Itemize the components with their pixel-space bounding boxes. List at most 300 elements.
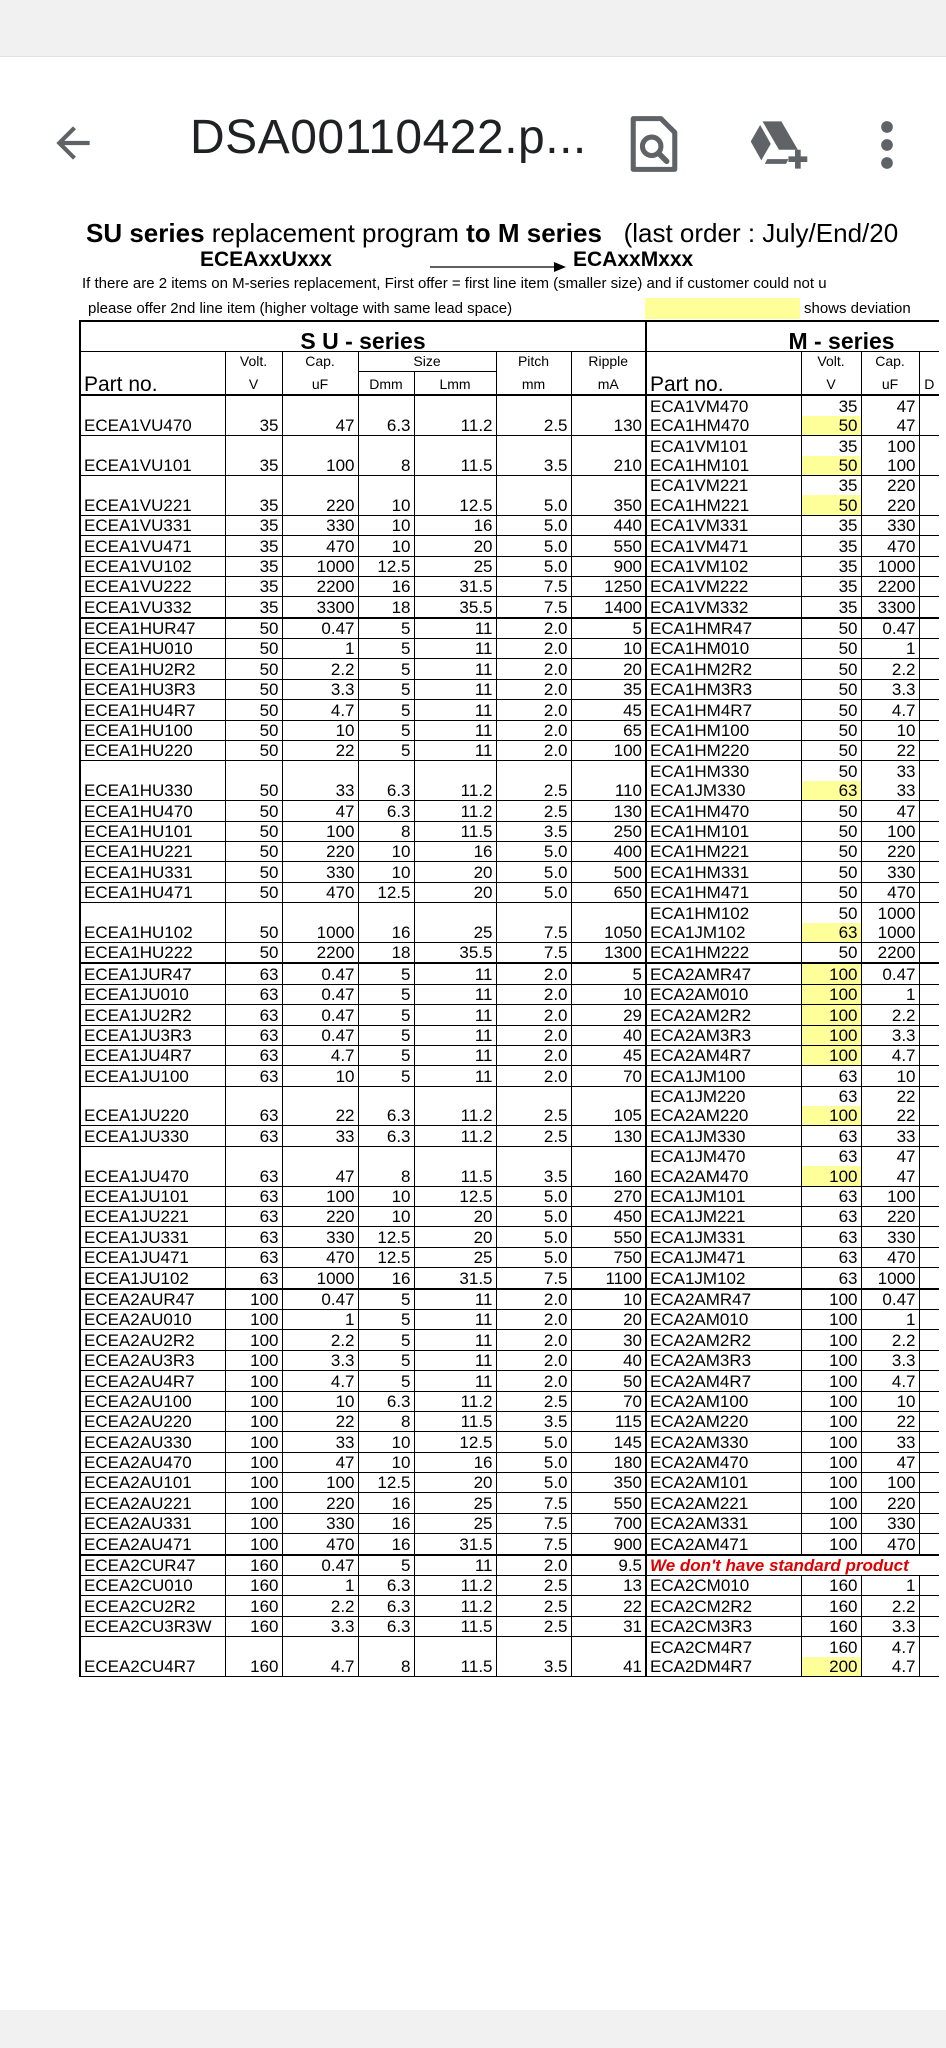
su-dmm: 10 [358,536,414,556]
m-extra-cell [919,700,939,720]
su-ripple: 13 [571,1576,646,1596]
m-volt: 35 [801,576,861,596]
m-extra-cell [919,761,939,781]
su-lmm: 11 [414,659,496,679]
su-lmm: 11 [414,639,496,659]
su-dmm: 12.5 [358,1227,414,1247]
table-row [80,984,939,1004]
m-part-no: ECA2AM331 [646,1513,801,1533]
table-row [80,1473,939,1493]
m-extra-cell [919,942,939,963]
heading-mid: replacement program [204,218,467,248]
m-cap: 47 [861,395,919,415]
su-lmm: 11 [414,984,496,1004]
m-volt: 50 [801,679,861,699]
deviation-legend-swatch [645,298,800,319]
m-cap: 330 [861,1513,919,1533]
m-extra-cell [919,1493,939,1513]
su-volt: 35 [225,436,282,476]
su-volt: 50 [225,862,282,882]
su-pitch: 3.5 [496,821,571,841]
m-part-no: ECA2AMR47 [646,963,801,984]
more-vert-icon[interactable] [872,118,902,172]
m-cap: 100 [861,1473,919,1493]
m-extra-cell [919,1186,939,1206]
table-row [80,1146,939,1166]
su-pitch: 5.0 [496,536,571,556]
table-row [80,1025,939,1045]
document-page [0,218,946,2010]
su-dmm: 10 [358,1186,414,1206]
su-dmm: 10 [358,1432,414,1452]
m-cap: 10 [861,1391,919,1411]
su-cap: 33 [282,761,358,801]
m-part-no: ECA1HM330 [650,761,750,781]
m-extra-cell [919,1066,939,1086]
m-volt: 100 [801,1045,861,1065]
su-volt: 50 [225,700,282,720]
su-dmm: 5 [358,984,414,1004]
su-dmm: 10 [358,841,414,861]
m-part-no: ECA2AM470 [646,1452,801,1472]
m-part-no: ECA1HM331 [646,862,801,882]
su-pitch: 2.5 [496,1086,571,1126]
m-extra-cell [919,1473,939,1493]
su-pitch: 3.5 [496,1411,571,1431]
m-cap: 47 [861,1146,919,1166]
m-cap: 470 [861,1247,919,1267]
su-cap: 470 [282,882,358,902]
m-volt: 200 [801,1657,861,1677]
su-series-title: S U - series [80,321,646,351]
su-volt: 160 [225,1596,282,1616]
m-extra-cell [919,1534,939,1555]
su-pitch: 5.0 [496,1473,571,1493]
m-extra-cell [919,984,939,1004]
table-row [80,1576,939,1596]
su-volt: 50 [225,720,282,740]
table-body [80,395,939,1676]
table-row [80,1432,939,1452]
su-cap: 47 [282,801,358,821]
su-dmm: 12.5 [358,556,414,576]
m-volt: 100 [801,1309,861,1329]
su-dmm: 18 [358,942,414,963]
m-cap: 1000 [861,556,919,576]
su-volt: 63 [225,1227,282,1247]
m-extra-cell [919,1391,939,1411]
su-lmm: 25 [414,1493,496,1513]
su-volt: 100 [225,1432,282,1452]
su-dmm: 6.3 [358,1126,414,1146]
m-part-no: ECA2AM4R7 [646,1045,801,1065]
su-lmm: 31.5 [414,1534,496,1555]
su-part-no: ECEA1HU470 [80,801,225,821]
m-part-no: ECA1JM220 [650,1087,746,1107]
su-part-no: ECEA1JU331 [80,1227,225,1247]
su-pitch: 5.0 [496,475,571,515]
su-pitch: 2.0 [496,1066,571,1086]
m-extra-cell [919,576,939,596]
table-row [80,741,939,761]
m-cap: 22 [861,1086,919,1106]
su-ripple: 650 [571,882,646,902]
m-extra-cell [919,801,939,821]
m-volt: 35 [801,395,861,415]
su-part-no: ECEA1JU470 [80,1146,225,1186]
table-row [80,618,939,639]
table-row [80,1555,939,1576]
su-dmm: 16 [358,1534,414,1555]
su-dmm: 16 [358,1513,414,1533]
m-cap: 220 [861,1493,919,1513]
su-pitch: 2.5 [496,1391,571,1411]
su-part-no: ECEA2CU3R3W [80,1616,225,1636]
su-lmm: 11 [414,1066,496,1086]
su-ripple: 30 [571,1330,646,1350]
m-cap: 1000 [861,903,919,923]
su-lmm: 25 [414,556,496,576]
su-pitch: 2.0 [496,700,571,720]
su-pitch: 7.5 [496,1534,571,1555]
m-part-no: ECA2AM4R7 [646,1371,801,1391]
su-ripple: 115 [571,1411,646,1431]
su-ripple: 440 [571,515,646,535]
m-part-no: ECA1HM4R7 [646,700,801,720]
m-cap: 470 [861,1534,919,1555]
m-extra-cell [919,456,939,476]
su-part-no: ECEA1JU2R2 [80,1005,225,1025]
su-cap: 100 [282,436,358,476]
m-cap: 2.2 [861,659,919,679]
m-part-no: ECA1JM221 [646,1207,801,1227]
m-cap: 3300 [861,597,919,618]
su-pitch: 5.0 [496,1186,571,1206]
m-volt: 100 [801,984,861,1004]
su-volt: 100 [225,1371,282,1391]
m-part-no: ECA1VM332 [646,597,801,618]
m-part-no: ECA1VM101 [650,436,749,456]
su-part-no: ECEA2AU331 [80,1513,225,1533]
table-row [80,436,939,456]
m-volt: 35 [801,475,861,495]
m-volt: 50 [801,720,861,740]
su-ripple: 1100 [571,1268,646,1289]
m-extra-cell [919,1371,939,1391]
m-cap: 33 [861,781,919,801]
su-pitch: 5.0 [496,556,571,576]
m-extra-cell [919,556,939,576]
su-volt: 63 [225,963,282,984]
su-volt: 160 [225,1637,282,1677]
table-row [80,395,939,415]
su-part-no: ECEA1HU010 [80,639,225,659]
su-lmm: 11 [414,963,496,984]
su-lmm: 11 [414,1045,496,1065]
su-cap: 0.47 [282,984,358,1004]
table-row [80,1309,939,1329]
table-row [80,1247,939,1267]
su-dmm: 6.3 [358,801,414,821]
su-ripple: 350 [571,475,646,515]
m-extra-cell [919,720,939,740]
su-lmm: 20 [414,862,496,882]
su-cap: 1000 [282,556,358,576]
m-cap: 4.7 [861,1371,919,1391]
header-lmm: Lmm [414,371,496,395]
su-lmm: 16 [414,841,496,861]
su-part-no: ECEA1VU222 [80,576,225,596]
no-standard-product-note: We don't have standard product [646,1555,939,1576]
m-extra-cell [919,639,939,659]
table-row [80,700,939,720]
m-volt: 50 [801,659,861,679]
su-volt: 50 [225,639,282,659]
m-volt: 63 [801,781,861,801]
add-to-drive-icon[interactable] [746,116,812,174]
su-part-no: ECEA2AU101 [80,1473,225,1493]
su-pitch: 2.0 [496,1025,571,1045]
su-lmm: 11 [414,700,496,720]
su-lmm: 16 [414,1452,496,1472]
su-dmm: 10 [358,475,414,515]
m-volt: 50 [801,903,861,923]
su-cap: 1000 [282,1268,358,1289]
m-cap: 1000 [861,1268,919,1289]
su-lmm: 11 [414,1350,496,1370]
header-ripple-unit: mA [571,371,646,395]
m-cap: 10 [861,1066,919,1086]
su-ripple: 40 [571,1350,646,1370]
su-pitch: 5.0 [496,515,571,535]
su-cap: 330 [282,1513,358,1533]
su-ripple: 130 [571,801,646,821]
su-part-no: ECEA1VU101 [80,436,225,476]
su-pitch: 2.5 [496,801,571,821]
m-cap: 330 [861,515,919,535]
su-pitch: 5.0 [496,841,571,861]
m-part-no: ECA2AM470 [646,1166,801,1186]
su-volt: 35 [225,515,282,535]
m-cap: 3.3 [861,679,919,699]
su-cap: 330 [282,862,358,882]
su-pitch: 2.0 [496,1350,571,1370]
m-part-no: ECA2AM220 [646,1411,801,1431]
su-cap: 4.7 [282,1371,358,1391]
table-row [80,1452,939,1472]
su-part-no: ECEA1JU101 [80,1186,225,1206]
m-extra-cell [919,1005,939,1025]
su-cap: 100 [282,821,358,841]
su-part-no: ECEA2AU220 [80,1411,225,1431]
su-lmm: 25 [414,903,496,943]
table-row [80,1616,939,1636]
heading-su-series: SU series [86,218,205,248]
su-ripple: 100 [571,741,646,761]
m-cap: 3.3 [861,1025,919,1045]
m-extra-cell [919,1513,939,1533]
m-volt: 50 [801,456,861,476]
m-cap: 33 [861,761,919,781]
su-volt: 50 [225,903,282,943]
su-ripple: 45 [571,700,646,720]
su-pitch: 3.5 [496,1637,571,1677]
su-pitch: 7.5 [496,1493,571,1513]
m-cap: 220 [861,841,919,861]
m-extra-cell [919,1166,939,1186]
su-part-no: ECEA1JU3R3 [80,1025,225,1045]
m-volt: 63 [801,1186,861,1206]
m-volt: 50 [801,942,861,963]
m-part-no: ECA1HM470 [646,416,801,436]
su-pitch: 2.0 [496,1289,571,1310]
m-volt: 50 [801,416,861,436]
su-part-no: ECEA2AU010 [80,1309,225,1329]
m-cap: 4.7 [861,1637,919,1657]
table-row [80,1411,939,1431]
su-cap: 47 [282,1452,358,1472]
m-part-no: ECA1HM470 [646,801,801,821]
su-cap: 4.7 [282,1637,358,1677]
m-extra-cell [919,1596,939,1616]
m-cap: 1000 [861,923,919,943]
su-cap: 10 [282,720,358,740]
m-extra-cell [919,882,939,902]
su-volt: 35 [225,536,282,556]
m-extra-cell [919,841,939,861]
su-cap: 0.47 [282,1555,358,1576]
su-ripple: 550 [571,1227,646,1247]
su-cap: 33 [282,1126,358,1146]
m-cap: 100 [861,436,919,456]
su-ripple: 110 [571,761,646,801]
su-part-no: ECEA2AU330 [80,1432,225,1452]
table-row [80,1126,939,1146]
table-row [80,1350,939,1370]
su-dmm: 5 [358,963,414,984]
arrow-back-icon[interactable] [48,118,98,168]
su-dmm: 8 [358,1637,414,1677]
su-lmm: 11.2 [414,1126,496,1146]
m-extra-cell [919,395,939,415]
m-part-no: ECA2AM221 [646,1493,801,1513]
m-volt: 50 [801,700,861,720]
su-volt: 63 [225,1146,282,1186]
su-cap: 22 [282,1411,358,1431]
su-dmm: 5 [358,1330,414,1350]
su-dmm: 5 [358,1555,414,1576]
table-row [80,1371,939,1391]
m-part-no: ECA1HM471 [646,882,801,902]
su-volt: 63 [225,1086,282,1126]
su-pitch: 2.0 [496,1555,571,1576]
su-cap: 100 [282,1186,358,1206]
m-extra-cell [919,1576,939,1596]
m-extra-cell [919,679,939,699]
su-ripple: 31 [571,1616,646,1636]
m-volt: 63 [801,1086,861,1106]
table-row [80,1596,939,1616]
su-pitch: 2.0 [496,1045,571,1065]
su-dmm: 5 [358,679,414,699]
su-pitch: 5.0 [496,1247,571,1267]
su-part-no: ECEA1HU2R2 [80,659,225,679]
m-cap: 4.7 [861,1657,919,1677]
su-volt: 63 [225,1045,282,1065]
su-lmm: 31.5 [414,576,496,596]
su-ripple: 180 [571,1452,646,1472]
su-dmm: 5 [358,1066,414,1086]
su-dmm: 10 [358,862,414,882]
su-part-no: ECEA2AU221 [80,1493,225,1513]
find-in-page-icon[interactable] [626,114,682,174]
su-ripple: 41 [571,1637,646,1677]
su-lmm: 11.2 [414,1576,496,1596]
su-volt: 100 [225,1493,282,1513]
m-cap: 47 [861,801,919,821]
m-part-no: ECA1VM331 [646,515,801,535]
su-pitch: 2.5 [496,1616,571,1636]
su-volt: 35 [225,597,282,618]
m-extra-cell [919,536,939,556]
su-pitch: 2.0 [496,618,571,639]
m-part-no: ECA2AM010 [646,1309,801,1329]
m-part-no: ECA2AM2R2 [646,1330,801,1350]
su-dmm: 10 [358,1207,414,1227]
m-cap: 1 [861,639,919,659]
su-cap: 220 [282,1493,358,1513]
m-extra-cell [919,1126,939,1146]
table-row [80,597,939,618]
m-extra-cell [919,659,939,679]
m-extra-cell [919,515,939,535]
su-part-no: ECEA1VU471 [80,536,225,556]
su-pitch: 2.0 [496,720,571,740]
su-dmm: 6.3 [358,395,414,435]
su-part-no: ECEA1JU220 [80,1086,225,1126]
header-m-extra: D [919,371,939,395]
su-dmm: 5 [358,720,414,740]
su-pitch: 2.5 [496,1576,571,1596]
table-row [80,1186,939,1206]
m-extra-cell [919,1432,939,1452]
su-volt: 100 [225,1330,282,1350]
su-part-no: ECEA1JU471 [80,1247,225,1267]
su-part-no: ECEA1JU221 [80,1207,225,1227]
su-volt: 50 [225,741,282,761]
su-lmm: 11.5 [414,1637,496,1677]
su-volt: 35 [225,576,282,596]
m-cap: 3.3 [861,1616,919,1636]
su-lmm: 11.2 [414,801,496,821]
su-dmm: 5 [358,1371,414,1391]
heading-m-series: to M series [466,218,602,248]
table-row [80,882,939,902]
m-volt: 50 [801,841,861,861]
su-dmm: 5 [358,618,414,639]
su-dmm: 5 [358,700,414,720]
m-volt: 160 [801,1616,861,1636]
doc-heading [86,218,898,249]
su-pitch: 7.5 [496,942,571,963]
su-lmm: 11 [414,1330,496,1350]
su-dmm: 6.3 [358,1391,414,1411]
su-volt: 50 [225,659,282,679]
su-ripple: 29 [571,1005,646,1025]
m-part-no: ECA1HM101 [646,821,801,841]
header-spacer-m [646,351,801,371]
su-part-no: ECEA2CUR47 [80,1555,225,1576]
